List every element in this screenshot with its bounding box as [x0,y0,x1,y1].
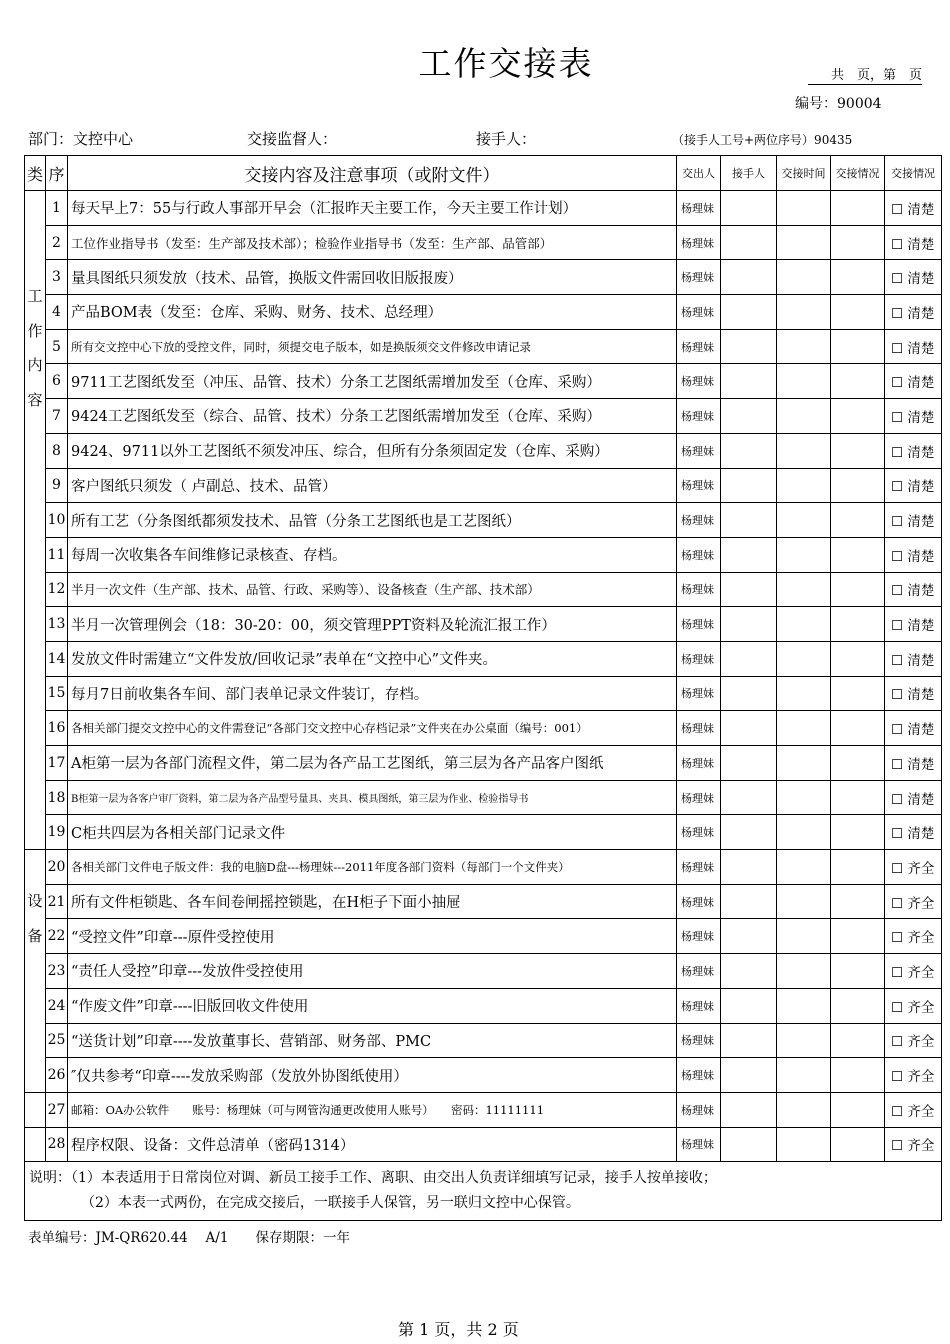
row-content: B柜第一层为各客户审厂资料，第二层为各产品型号量具、夹具、模具图纸，第三层为作业、检验指导书 [68,780,677,815]
row-status-checkbox[interactable]: ☐ 清楚 [885,503,942,538]
row-situation-cell[interactable] [831,607,885,642]
row-status-checkbox[interactable]: ☐ 齐全 [885,954,942,989]
row-content: 邮箱：OA办公软件 账号：杨理妹（可与网管沟通更改使用人账号） 密码：11111111 [68,1092,677,1127]
row-handover-person: 杨理妹 [677,1023,721,1058]
row-status-checkbox[interactable]: ☐ 清楚 [885,295,942,330]
row-time-cell[interactable] [777,711,831,746]
row-content: 半月一次文件（生产部、技术、品管、行政、采购等）、设备核查（生产部、技术部） [68,572,677,607]
row-situation-cell[interactable] [831,503,885,538]
row-handover-person: 杨理妹 [677,780,721,815]
row-receiver-cell[interactable] [721,503,777,538]
col-situation-1: 交接情况 [831,156,885,191]
row-receiver-cell[interactable] [721,919,777,954]
row-receiver-cell[interactable] [721,711,777,746]
row-handover-person: 杨理妹 [677,1058,721,1093]
row-situation-cell[interactable] [831,815,885,850]
table-row [25,1127,942,1162]
table-row [25,1092,942,1127]
row-status-checkbox[interactable]: ☐ 清楚 [885,260,942,295]
row-time-cell[interactable] [777,954,831,989]
row-seq: 18 [46,780,68,815]
row-seq: 16 [46,711,68,746]
receiver-info: （接手人工号+两位序号）90435 [672,133,853,147]
row-receiver-cell[interactable] [721,1127,777,1162]
row-seq: 10 [46,503,68,538]
row-handover-person: 杨理妹 [677,468,721,503]
form-footer: 表单编号：JM-QR620.44 A/1 保存期限：一年 [28,1230,350,1246]
table-row [25,225,942,260]
page-footer: 第 1 页，共 2 页 [398,1320,519,1339]
row-handover-person: 杨理妹 [677,954,721,989]
row-handover-person: 杨理妹 [677,1127,721,1162]
col-category: 类 [25,156,46,191]
row-handover-person: 杨理妹 [677,295,721,330]
row-seq: 24 [46,988,68,1023]
row-content: 9711工艺图纸发至（冲压、品管、技术）分条工艺图纸需增加发至（仓库、采购） [68,364,677,399]
row-content: 所有文件柜锁匙、各车间卷闸摇控锁匙，在H柜子下面小抽屉 [68,884,677,919]
row-seq: 12 [46,572,68,607]
row-situation-cell[interactable] [831,295,885,330]
row-situation-cell[interactable] [831,1023,885,1058]
row-handover-person: 杨理妹 [677,919,721,954]
row-time-cell[interactable] [777,329,831,364]
row-seq: 26 [46,1058,68,1093]
row-status-checkbox[interactable]: ☐ 清楚 [885,676,942,711]
row-seq: 9 [46,468,68,503]
row-time-cell[interactable] [777,191,831,226]
row-seq: 17 [46,746,68,781]
row-content: 客户图纸只须发（ 卢副总、技术、品管） [68,468,677,503]
row-receiver-cell[interactable] [721,780,777,815]
row-content: 各相关部门提交文控中心的文件需登记“各部门交文控中心存档记录”文件夹在办公桌面（编号：001） [68,711,677,746]
col-situation-2: 交接情况 [885,156,942,191]
row-situation-cell[interactable] [831,988,885,1023]
row-situation-cell[interactable] [831,364,885,399]
category-char: 备 [27,926,43,945]
row-situation-cell[interactable] [831,399,885,434]
row-receiver-cell[interactable] [721,676,777,711]
row-time-cell[interactable] [777,988,831,1023]
category-char: 作 [27,321,43,340]
table-row [25,399,942,434]
row-content: 各相关部门文件电子版文件：我的电脑D盘---杨理妹---2011年度各部门资料（每部门一个文件夹） [68,850,677,885]
handover-table [24,155,942,1221]
row-status-checkbox[interactable]: ☐ 清楚 [885,780,942,815]
row-time-cell[interactable] [777,260,831,295]
row-time-cell[interactable] [777,676,831,711]
row-receiver-cell[interactable] [721,850,777,885]
row-situation-cell[interactable] [831,329,885,364]
row-situation-cell[interactable] [831,191,885,226]
row-receiver-cell[interactable] [721,572,777,607]
row-time-cell[interactable] [777,641,831,676]
note-line-1: 说明：（1）本表适用于日常岗位对调、新员工接手工作、离职、由交出人负责详细填写记录，接手人按单接收； [29,1170,717,1187]
row-status-checkbox[interactable]: ☐ 清楚 [885,399,942,434]
row-status-checkbox[interactable]: ☐ 清楚 [885,607,942,642]
row-seq: 20 [46,850,68,885]
row-handover-person: 杨理妹 [677,364,721,399]
row-status-checkbox[interactable]: ☐ 清楚 [885,746,942,781]
row-time-cell[interactable] [777,850,831,885]
row-content: 程序权限、设备：文件总清单（密码1314） [68,1127,677,1162]
row-receiver-cell[interactable] [721,537,777,572]
row-seq: 1 [46,191,68,226]
row-seq: 13 [46,607,68,642]
row-content: 发放文件时需建立“文件发放/回收记录”表单在“文控中心”文件夹。 [68,641,677,676]
row-seq: 27 [46,1092,68,1127]
row-receiver-cell[interactable] [721,260,777,295]
row-receiver-cell[interactable] [721,1058,777,1093]
row-receiver-cell[interactable] [721,815,777,850]
row-seq: 14 [46,641,68,676]
row-situation-cell[interactable] [831,1058,885,1093]
row-content: 9424工艺图纸发至（综合、品管、技术）分条工艺图纸需增加发至（仓库、采购） [68,399,677,434]
col-time: 交接时间 [777,156,831,191]
category-work-content [25,191,46,850]
row-situation-cell[interactable] [831,919,885,954]
row-receiver-cell[interactable] [721,988,777,1023]
row-content: “受控文件”印章---原件受控使用 [68,919,677,954]
row-time-cell[interactable] [777,815,831,850]
row-handover-person: 杨理妹 [677,260,721,295]
row-handover-person: 杨理妹 [677,503,721,538]
row-status-checkbox[interactable]: ☐ 齐全 [885,919,942,954]
row-handover-person: 杨理妹 [677,225,721,260]
table-row [25,676,942,711]
row-handover-person: 杨理妹 [677,329,721,364]
row-content: A柜第一层为各部门流程文件，第二层为各产品工艺图纸，第三层为各产品客户图纸 [68,746,677,781]
row-content: ″仅共参考“印章----发放采购部（发放外协图纸使用） [68,1058,677,1093]
row-seq: 4 [46,295,68,330]
category-char: 工 [27,287,43,305]
row-situation-cell[interactable] [831,537,885,572]
row-seq: 2 [46,225,68,260]
category-empty [25,1127,46,1162]
row-situation-cell[interactable] [831,780,885,815]
table-row [25,746,942,781]
row-situation-cell[interactable] [831,468,885,503]
notes-cell [25,1162,942,1221]
row-situation-cell[interactable] [831,641,885,676]
row-time-cell[interactable] [777,1127,831,1162]
row-handover-person: 杨理妹 [677,676,721,711]
row-handover-person: 杨理妹 [677,988,721,1023]
row-status-checkbox[interactable]: ☐ 齐全 [885,988,942,1023]
row-status-checkbox[interactable]: ☐ 齐全 [885,1023,942,1058]
row-receiver-cell[interactable] [721,1092,777,1127]
row-seq: 23 [46,954,68,989]
row-situation-cell[interactable] [831,711,885,746]
row-time-cell[interactable] [777,399,831,434]
row-situation-cell[interactable] [831,225,885,260]
row-receiver-cell[interactable] [721,329,777,364]
row-status-checkbox[interactable]: ☐ 清楚 [885,537,942,572]
table-row [25,537,942,572]
row-situation-cell[interactable] [831,746,885,781]
table-row [25,329,942,364]
row-status-checkbox[interactable]: ☐ 清楚 [885,433,942,468]
supervisor-label: 交接监督人： [247,130,338,148]
row-receiver-cell[interactable] [721,468,777,503]
row-seq: 28 [46,1127,68,1162]
row-content: “作废文件”印章----旧版回收文件使用 [68,988,677,1023]
row-handover-person: 杨理妹 [677,884,721,919]
row-time-cell[interactable] [777,780,831,815]
table-row [25,191,942,226]
table-row [25,919,942,954]
row-seq: 6 [46,364,68,399]
row-time-cell[interactable] [777,572,831,607]
table-row [25,815,942,850]
row-status-checkbox[interactable]: ☐ 齐全 [885,1127,942,1162]
table-row [25,468,942,503]
row-content: C柜共四层为各相关部门记录文件 [68,815,677,850]
row-status-checkbox[interactable]: ☐ 齐全 [885,1058,942,1093]
row-situation-cell[interactable] [831,850,885,885]
table-row [25,607,942,642]
row-content: 工位作业指导书（发至：生产部及技术部）；检验作业指导书（发至：生产部、品管部） [68,225,677,260]
row-situation-cell[interactable] [831,572,885,607]
row-status-checkbox[interactable]: ☐ 清楚 [885,364,942,399]
row-status-checkbox[interactable]: ☐ 清楚 [885,329,942,364]
row-situation-cell[interactable] [831,433,885,468]
row-seq: 3 [46,260,68,295]
row-situation-cell[interactable] [831,260,885,295]
table-row [25,711,942,746]
row-time-cell[interactable] [777,1058,831,1093]
row-status-checkbox[interactable]: ☐ 清楚 [885,641,942,676]
table-row [25,433,942,468]
row-handover-person: 杨理妹 [677,641,721,676]
row-status-checkbox[interactable]: ☐ 清楚 [885,815,942,850]
row-status-checkbox[interactable]: ☐ 清楚 [885,225,942,260]
row-status-checkbox[interactable]: ☐ 齐全 [885,850,942,885]
row-content: 产品BOM表（发至：仓库、采购、财务、技术、总经理） [68,295,677,330]
row-status-checkbox[interactable]: ☐ 清楚 [885,572,942,607]
row-status-checkbox[interactable]: ☐ 齐全 [885,1092,942,1127]
table-row [25,850,942,885]
row-time-cell[interactable] [777,746,831,781]
row-handover-person: 杨理妹 [677,607,721,642]
row-handover-person: 杨理妹 [677,572,721,607]
row-content: 所有工艺（分条图纸都须发技术、品管（分条工艺图纸也是工艺图纸） [68,503,677,538]
table-row [25,780,942,815]
row-handover-person: 杨理妹 [677,711,721,746]
row-content: 每周一次收集各车间维修记录核查、存档。 [68,537,677,572]
table-row [25,503,942,538]
row-receiver-cell[interactable] [721,1023,777,1058]
row-content: 所有交文控中心下放的受控文件，同时，须提交电子版本，如是换版须交文件修改申请记录 [68,329,677,364]
document-title: 工作交接表 [418,44,594,83]
table-row [25,884,942,919]
row-handover-person: 杨理妹 [677,1092,721,1127]
row-handover-person: 杨理妹 [677,433,721,468]
row-time-cell[interactable] [777,225,831,260]
table-row [25,641,942,676]
row-receiver-cell[interactable] [721,364,777,399]
row-receiver-cell[interactable] [721,884,777,919]
row-content: 每天早上7：55与行政人事部开早会（汇报昨天主要工作，今天主要工作计划） [68,191,677,226]
row-content: 9424、9711以外工艺图纸不须发冲压、综合，但所有分条须固定发（仓库、采购） [68,433,677,468]
table-row [25,364,942,399]
row-seq: 11 [46,537,68,572]
row-time-cell[interactable] [777,537,831,572]
row-situation-cell[interactable] [831,1092,885,1127]
row-status-checkbox[interactable]: ☐ 齐全 [885,884,942,919]
row-handover-person: 杨理妹 [677,191,721,226]
department-label: 部门：文控中心 [28,130,134,148]
row-time-cell[interactable] [777,1023,831,1058]
row-seq: 21 [46,884,68,919]
row-handover-person: 杨理妹 [677,850,721,885]
notes-row [25,1162,942,1221]
row-seq: 5 [46,329,68,364]
category-char: 设 [27,892,43,911]
row-receiver-cell[interactable] [721,746,777,781]
row-content: 量具图纸只须发放（技术、品管，换版文件需回收旧版报废） [68,260,677,295]
page-count-label: 共 页，第 页 [808,64,922,85]
row-handover-person: 杨理妹 [677,815,721,850]
row-content: “责任人受控”印章---发放件受控使用 [68,954,677,989]
row-receiver-cell[interactable] [721,954,777,989]
row-time-cell[interactable] [777,884,831,919]
row-handover-person: 杨理妹 [677,537,721,572]
col-seq: 序 [46,156,68,191]
receiver-label: 接手人： [476,130,537,148]
row-seq: 8 [46,433,68,468]
row-receiver-cell[interactable] [721,295,777,330]
col-receiver: 接手人 [721,156,777,191]
row-handover-person: 杨理妹 [677,399,721,434]
row-time-cell[interactable] [777,468,831,503]
table-row [25,260,942,295]
row-seq: 15 [46,676,68,711]
row-seq: 19 [46,815,68,850]
table-row [25,954,942,989]
row-time-cell[interactable] [777,919,831,954]
row-status-checkbox[interactable]: ☐ 清楚 [885,711,942,746]
row-situation-cell[interactable] [831,1127,885,1162]
col-handover-person: 交出人 [677,156,721,191]
form-number: 编号：90004 [795,96,882,112]
row-receiver-cell[interactable] [721,399,777,434]
row-seq: 25 [46,1023,68,1058]
row-time-cell[interactable] [777,1092,831,1127]
row-situation-cell[interactable] [831,884,885,919]
category-char: 容 [27,390,43,409]
row-seq: 7 [46,399,68,434]
row-status-checkbox[interactable]: ☐ 清楚 [885,191,942,226]
table-header-row [25,156,942,191]
row-seq: 22 [46,919,68,954]
row-time-cell[interactable] [777,503,831,538]
table-row [25,1023,942,1058]
table-row [25,572,942,607]
note-line-2: （2）本表一式两份，在完成交接后，一联接手人保管，另一联归文控中心保管。 [81,1195,580,1212]
row-receiver-cell[interactable] [721,641,777,676]
row-time-cell[interactable] [777,295,831,330]
row-handover-person: 杨理妹 [677,746,721,781]
category-equipment [25,850,46,1093]
row-content: 半月一次管理例会（18：30-20：00，须交管理PPT资料及轮流汇报工作） [68,607,677,642]
row-time-cell[interactable] [777,607,831,642]
row-content: “送货计划”印章----发放董事长、营销部、财务部、PMC [68,1023,677,1058]
row-situation-cell[interactable] [831,676,885,711]
row-receiver-cell[interactable] [721,191,777,226]
category-empty [25,1092,46,1127]
row-time-cell[interactable] [777,364,831,399]
row-receiver-cell[interactable] [721,607,777,642]
category-char: 内 [27,356,43,375]
row-status-checkbox[interactable]: ☐ 清楚 [885,468,942,503]
col-content: 交接内容及注意事项（或附文件） [68,156,677,191]
row-situation-cell[interactable] [831,954,885,989]
row-content: 每月7日前收集各车间、部门表单记录文件装订，存档。 [68,676,677,711]
row-receiver-cell[interactable] [721,433,777,468]
table-row [25,988,942,1023]
table-row [25,295,942,330]
row-receiver-cell[interactable] [721,225,777,260]
table-row [25,1058,942,1093]
row-time-cell[interactable] [777,433,831,468]
